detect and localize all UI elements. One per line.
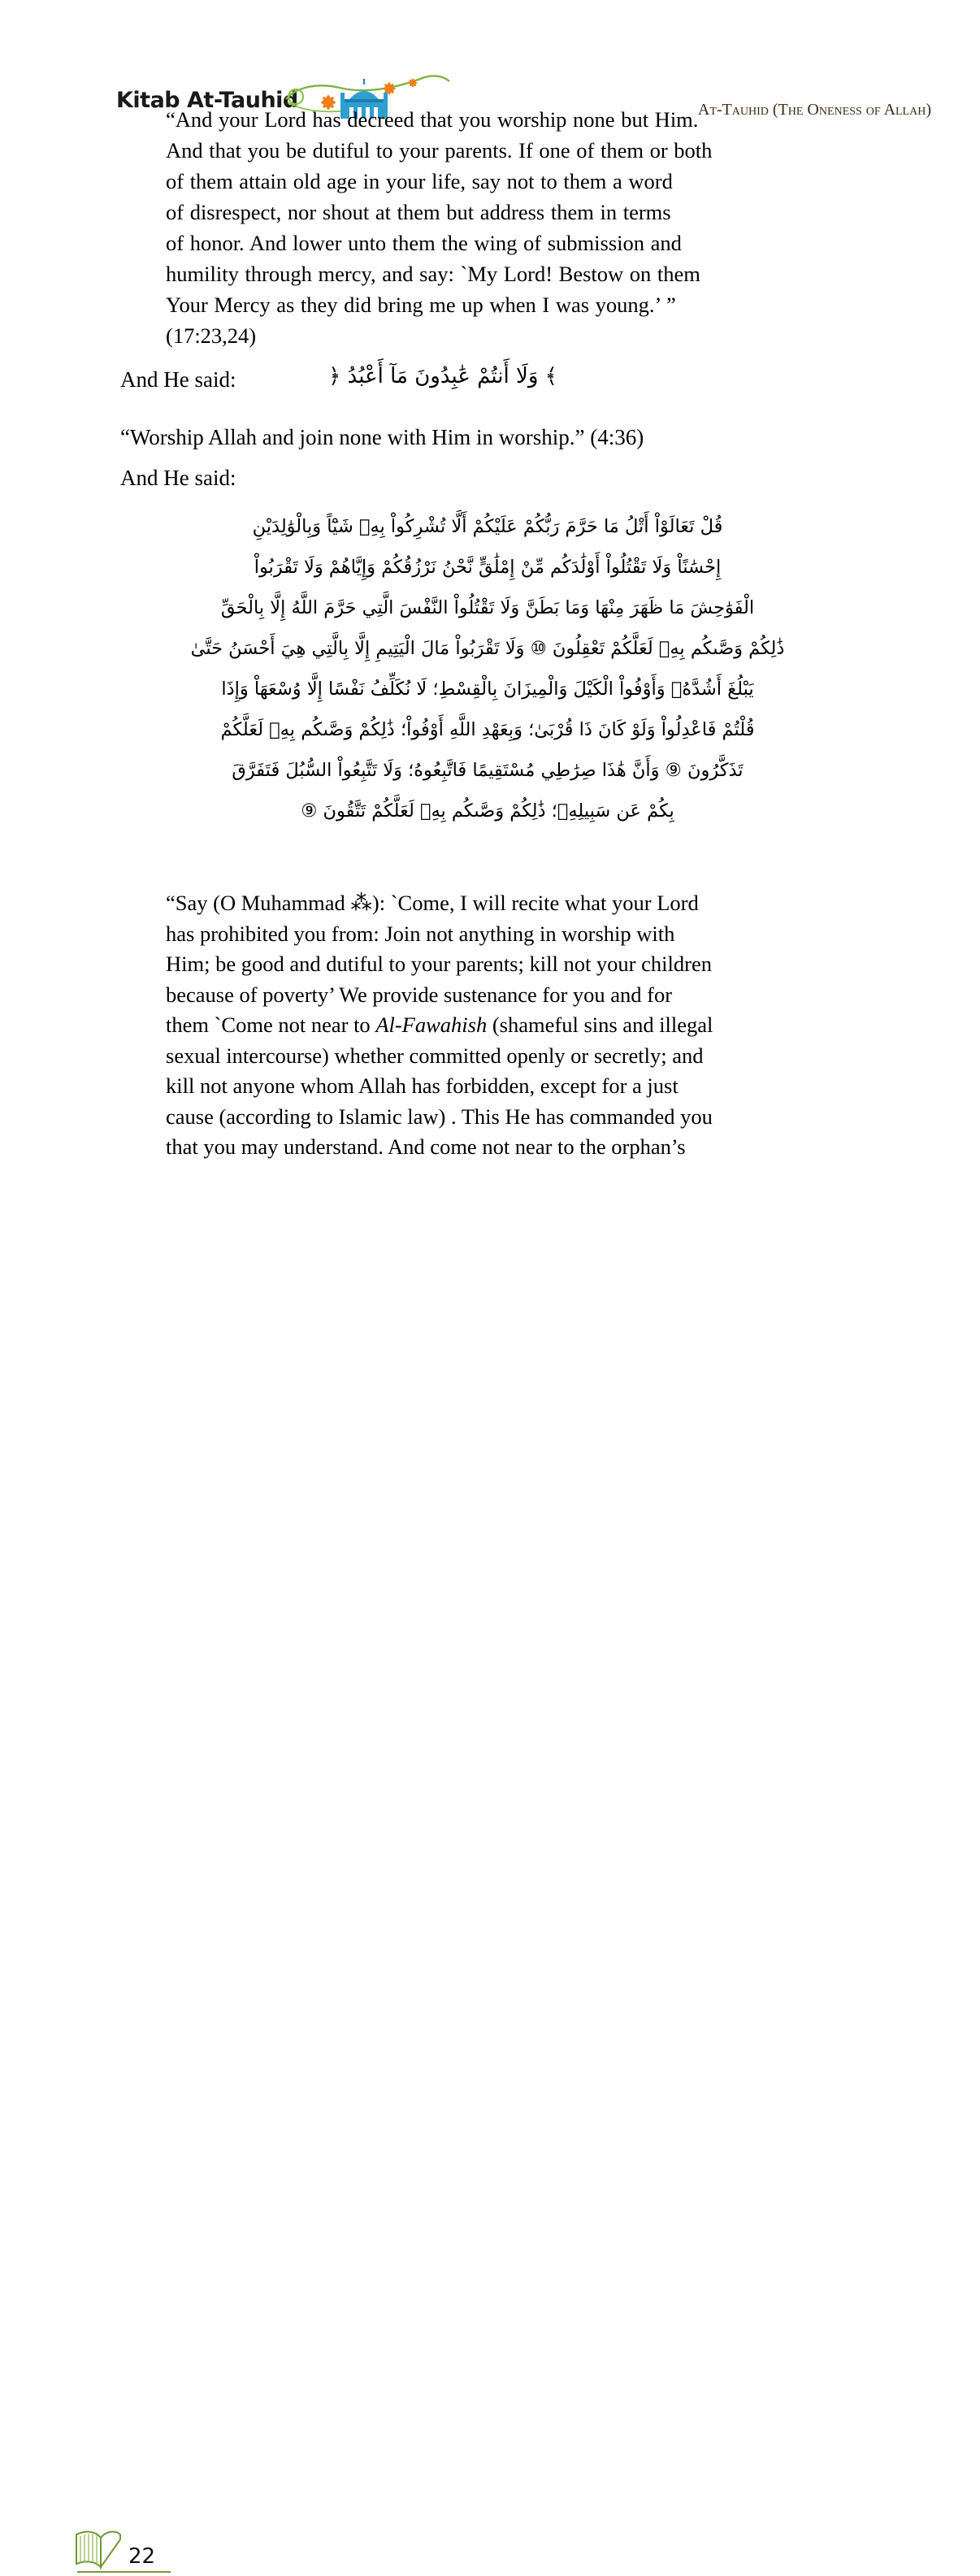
and-he-said-label-1: And He said: <box>120 367 236 392</box>
quote-line: has prohibited you from: Join not anything in worship with <box>166 921 675 946</box>
quote-line: “And your Lord has decreed that you worship none but Him. <box>166 107 699 132</box>
arabic-line: يَبْلُغَ أَشُدَّهُۡ وَأَوْفُواْ الْكَيْلَ وَالْمِيزَانَ بِالْقِسْطِ؛ لَا نُكَلِّفُ نَفْسًا إِلَّا وُسْعَهَاْ وَإِذَا <box>221 679 754 700</box>
quote-line: of honor. And lower unto them the wing of submission and <box>166 231 682 255</box>
quote-line: sexual intercourse) whether committed openly or secretly; and <box>166 1043 704 1068</box>
arabic-verse-inline <box>309 358 577 395</box>
arabic-line: بِكُمْ عَن سَبِيلِهِۡ؛ ذَٰلِكُمْ وَصَّىكُم بِهِۡ لَعَلَّكُمْ تَتَّقُونَ ⑨ <box>301 800 674 822</box>
page-header <box>0 42 980 119</box>
quote-line: of disrespect, nor shout at them but address them in terms <box>166 200 671 224</box>
quote-line: Him; be good and dutiful to your parents; kill not your children <box>166 952 712 976</box>
verse-reference: (17:23,24) <box>166 323 257 348</box>
quran-translation-line-2: “Worship Allah and join none with Him in worship.” (4:36) <box>120 425 644 449</box>
arabic-verse-text: وَلَا أَنتُمْ عَٰبِدُونَ مَآ أَعْبُدُ <box>347 364 539 388</box>
footer-divider <box>77 2571 171 2573</box>
quote-line: Your Mercy as they did bring me up when I was young.’ ” <box>166 293 676 317</box>
quote-line: “Say (O Muhammad ⁂): `Come, I will recite what your Lord <box>166 891 699 915</box>
quote-line: of them attain old age in your life, say not to them a word <box>166 169 673 193</box>
ornate-bracket-open-icon: ﴾ <box>544 364 557 388</box>
quote-line: humility through mercy, and say: `My Lord! Bestow on them <box>166 262 700 286</box>
arabic-verse-block <box>122 506 853 831</box>
arabic-line: الْفَوَٰحِشَ مَا ظَهَرَ مِنْهَا وَمَا بَطَنَّ وَلَا تَقْتُلُواْ النَّفْسَ الَّتِي حَرَّمَ اللَّهُ إِلَّا بِالْحَقِّ <box>220 597 755 618</box>
quran-translation-paragraph-1 <box>166 104 769 351</box>
page-number: 22 <box>128 2544 156 2569</box>
book-title: Kitab At-Tauhid <box>116 88 298 113</box>
quote-line: kill not anyone whom Allah has forbidden, except for a just <box>166 1073 679 1098</box>
ornate-bracket-close-icon: ﴿ <box>328 364 341 388</box>
quote-line: And that you be dutiful to your parents. If one of them or both <box>166 138 713 163</box>
page-footer <box>0 1368 980 2569</box>
quote-line: them `Come not near to Al-Fawahish (shameful sins and illegal <box>166 1013 713 1037</box>
arabic-line: تَذَكَّرُونَ ⑨ وَأَنَّ هَٰذَا صِرَٰطِي مُسْتَقِيمًا فَاتَّبِعُوهُ؛ وَلَا تَتَّبِعُواْ السُّبُلَ فَتَفَرَّقَ <box>232 760 744 781</box>
running-header-main: At-Tauhid <box>697 101 769 119</box>
arabic-line: قُلْ تَعَالَوْاْ أَتْلُ مَا حَرَّمَ رَبُّكُمْ عَلَيْكُمْ أَلَّا تُشْرِكُواْ بِهِۡ شَيْٓاً وَبِالْوَٰلِدَيْنِ <box>252 516 723 537</box>
quote-line: cause (according to Islamic law) . This He has commanded you <box>166 1104 713 1129</box>
transliterated-term: Al-Fawahish <box>375 1013 488 1037</box>
arabic-line: ذَٰلِكُمْ وَصَّىكُم بِهِۡ لَعَلَّكُمْ تَعْقِلُونَ ⑩ وَلَا تَقْرَبُواْ مَالَ الْيَتِيمِ إِلَّا بِالَّتِي هِيَ أَحْسَنُ حَتَّىٰ <box>190 638 785 659</box>
quote-line: that you may understand. And come not near to the orphan’s <box>166 1134 686 1159</box>
quote-line: because of poverty’ We provide sustenance for you and for <box>166 982 673 1007</box>
running-header-paren: (The Oneness of Allah) <box>772 101 931 119</box>
arabic-line: قُلْتُمْ فَاعْدِلُواْ وَلَوْ كَانَ ذَا قُرْبَىٰ؛ وَبِعَهْدِ اللَّهِ أَوْفُواْ؛ ذَٰلِكُمْ وَصَّىكُم بِهِۡ لَعَلَّكُمْ <box>220 719 755 740</box>
arabic-line: إِحْسَٰنًاْ وَلَا تَقْتُلُواْ أَوْلَٰدَكُم مِّنْ إِمْلَٰقٍّ نَّحْنُ نَرْزُقُكُمْ وَإِيَّاهُمْ وَلَا تَقْرَبُواْ <box>254 557 722 578</box>
quran-translation-paragraph-2 <box>166 888 769 1163</box>
open-book-icon <box>73 2525 124 2572</box>
and-he-said-label-2: And He said: <box>120 466 236 490</box>
